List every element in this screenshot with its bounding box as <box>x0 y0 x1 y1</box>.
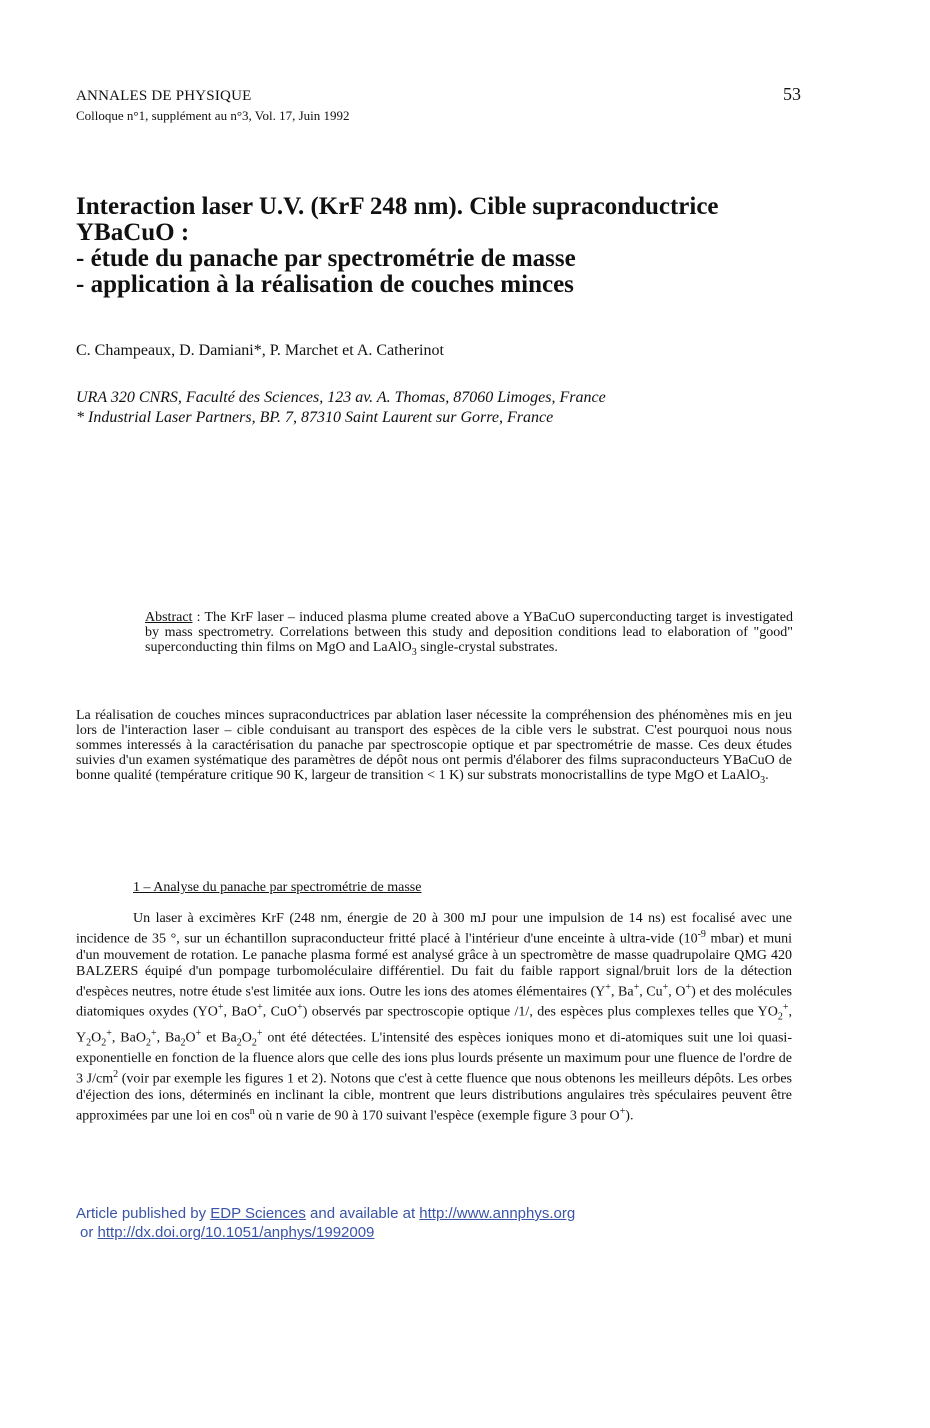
paper-title <box>76 194 836 298</box>
superscript: + <box>662 981 669 993</box>
footer-text: and available at <box>305 1205 420 1222</box>
section-heading: 1 – Analyse du panache par spectrométrie de masse <box>133 880 422 895</box>
intro-paragraph <box>76 708 792 788</box>
body-text: et Ba <box>201 1030 237 1046</box>
page-number: 53 <box>783 84 801 104</box>
superscript: + <box>217 1002 224 1014</box>
body-text: , BaO <box>111 1030 146 1046</box>
superscript: 2 <box>113 1069 119 1081</box>
abstract-text-end: single-crystal substrates. <box>416 640 558 655</box>
superscript: n <box>249 1105 255 1117</box>
superscript: + <box>150 1027 157 1039</box>
title-line-2: YBaCuO : <box>76 219 190 246</box>
intro-text: La réalisation de couches minces supraconductrices par ablation laser nécessite la compréhension des phénomènes mis en jeu lors de l'interaction laser – cible conduisant au transport des espèces de la cible vers le substrat. C'est pourquoi nous nous sommes interessés à la caractérisation du panache par spectroscopie optique et par spectrométrie de masse. Ces deux études suivies d'un examen systématique des paramètres de dépôt nous ont permis d'élaborer des films supraconducteurs YBaCuO de bonne qualité (température critique 90 K, largeur de transition < 1 K) sur substrats monocristallins de type MgO et LaAlO <box>76 708 792 783</box>
footer-text: Article published by <box>76 1205 211 1222</box>
body-text: , Ba <box>610 984 634 1000</box>
abstract-subscript: 3 <box>411 646 417 658</box>
edp-sciences-link[interactable]: EDP Sciences <box>210 1205 306 1222</box>
body-text: , Cu <box>639 984 663 1000</box>
body-text: O <box>185 1030 196 1046</box>
title-line-4: - application à la réalisation de couches minces <box>76 271 574 298</box>
subscript: 2 <box>145 1037 151 1049</box>
body-text: , O <box>668 984 686 1000</box>
abstract-label: Abstract <box>145 610 193 625</box>
body-text: où n varie de 90 à 170 suivant l'espèce (exemple figure 3 pour O <box>254 1108 620 1124</box>
intro-text-end: . <box>765 768 769 783</box>
superscript: + <box>256 1027 263 1039</box>
affiliation-1: URA 320 CNRS, Faculté des Sciences, 123 av. A. Thomas, 87060 Limoges, France <box>76 389 606 406</box>
body-text: mbar) et muni d'un mouvement de rotation. Le panache plasma formé est analysé grâce à un spectromètre de masse quadrupolaire QMG 420 BALZERS équipé d'un pompage turbomoléculaire différentiel. Du fait du faible rapport signal/bruit lors de la détection d'espèces neutres, notre étude s'est limitée aux ions. Outre les ions des atomes élémentaires (Y <box>76 931 793 1000</box>
doi-link[interactable]: http://dx.doi.org/10.1051/anphys/1992009 <box>97 1224 375 1241</box>
superscript: + <box>685 981 692 993</box>
title-line-3: - étude du panache par spectrométrie de masse <box>76 245 576 272</box>
body-text: O <box>241 1030 252 1046</box>
colloque-info: Colloque n°1, supplément au n°3, Vol. 17, Juin 1992 <box>76 108 350 123</box>
superscript: + <box>605 981 611 993</box>
footer-line-2 <box>76 1223 575 1242</box>
body-text: ont été détectées. L'intensité des espèces ioniques mono et di-atomiques suit une loi quasi-exponentielle en fonction de la fluence alors que celle des ions plus lourds présente un maximum pour une fluence de l'ordre de 3 J/cm <box>76 1030 792 1087</box>
intro-subscript: 3 <box>760 774 766 786</box>
affiliation-2: * Industrial Laser Partners, BP. 7, 87310 Saint Laurent sur Gorre, France <box>76 409 554 426</box>
superscript: + <box>782 1002 789 1014</box>
subscript: 2 <box>777 1011 783 1023</box>
footer-text: or <box>80 1224 98 1241</box>
title-line-1: Interaction laser U.V. (KrF 248 nm). Cible supraconductrice <box>76 193 719 220</box>
body-text: Un laser à excimères KrF (248 nm, énergie de 20 à 300 mJ pour une impulsion de 14 ns) est focalisé avec une incidence de 35 °, sur un échantillon supraconducteur fritté placé à l'intérieur d'une enceinte à ultra-vide (10 <box>76 911 792 947</box>
superscript: + <box>106 1027 112 1039</box>
superscript: + <box>257 1002 263 1014</box>
superscript: + <box>195 1027 202 1039</box>
subscript: 2 <box>101 1037 107 1049</box>
body-text: , Y <box>76 1004 792 1046</box>
body-text: , Ba <box>156 1030 181 1046</box>
abstract-text: : The KrF laser – induced plasma plume created above a YBaCuO superconducting target is investigated by mass spectrometry. Correlations between this study and deposition conditions lead to elaboration of "good" superconducting thin films on MgO and LaAlO <box>145 610 793 655</box>
subscript: 2 <box>236 1037 242 1049</box>
body-text: ) et des molécules diatomiques oxydes (YO <box>76 984 792 1020</box>
publication-footer <box>76 1204 575 1242</box>
body-text: , CuO <box>262 1004 298 1020</box>
affiliations <box>76 388 836 428</box>
body-text: (voir par exemple les figures 1 et 2). Notons que c'est à cette fluence que nous obtenons les meilleurs dépôts. Les orbes d'éjection des ions, déterminés en inclinant la cible, montrent que leurs distributions angulaires très spéculaires peuvent être approximées par une loi en cos <box>76 1071 792 1124</box>
journal-name: ANNALES DE PHYSIQUE <box>76 88 252 104</box>
annphys-link[interactable]: http://www.annphys.org <box>419 1205 576 1222</box>
superscript: + <box>297 1002 303 1014</box>
superscript: + <box>633 981 640 993</box>
subscript: 2 <box>251 1037 257 1049</box>
abstract <box>145 610 793 660</box>
footer-line-1 <box>76 1204 575 1223</box>
body-text: ) observés par spectroscopie optique /1/, des espèces plus complexes telles que YO <box>302 1004 778 1020</box>
body-text: ). <box>625 1108 634 1124</box>
body-text: , BaO <box>223 1004 258 1020</box>
subscript: 2 <box>180 1037 186 1049</box>
authors: C. Champeaux, D. Damiani*, P. Marchet et A. Catherinot <box>76 342 444 359</box>
subscript: 2 <box>86 1037 92 1049</box>
superscript: -9 <box>697 929 706 940</box>
body-paragraph <box>76 911 792 1125</box>
body-text: O <box>91 1030 102 1046</box>
superscript: + <box>619 1105 626 1117</box>
